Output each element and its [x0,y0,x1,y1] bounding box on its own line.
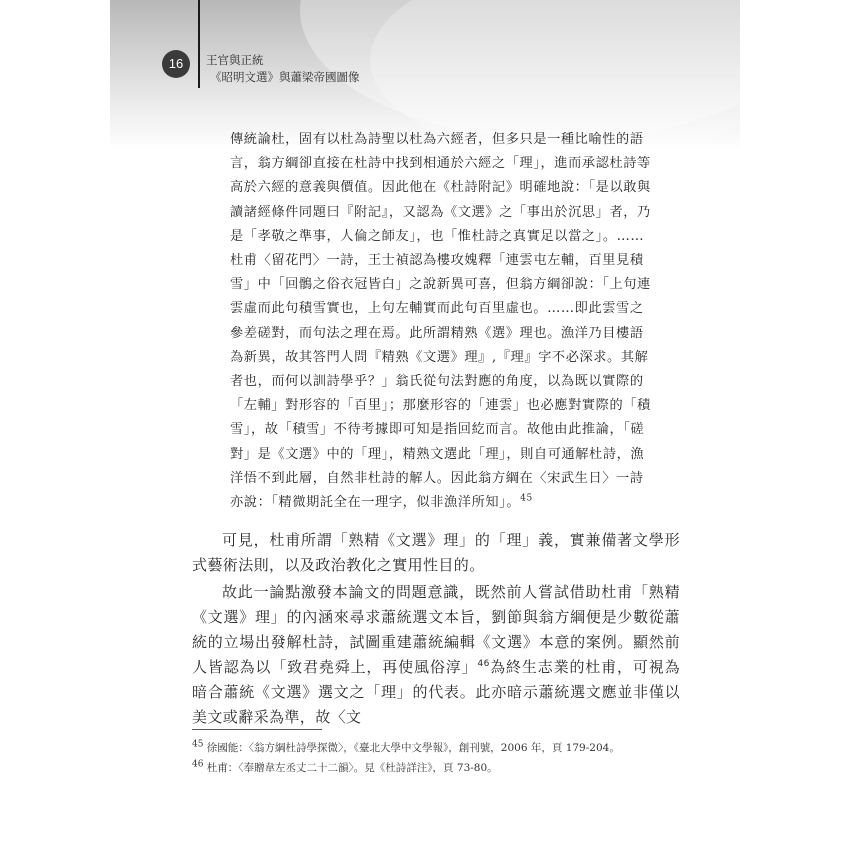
footnote-rule [192,729,322,730]
quote-line: 為新異，故其答門人問『精熟《文選》理』,『理』字不必深求。其解 [230,349,649,365]
quote-line-last [230,491,663,515]
book-page [110,0,740,850]
quote-line: 高於六經的意義與價值。因此他在《杜詩附記》明確地說：「是以敢與 [230,180,651,196]
footnotes [192,738,692,778]
quote-line: 雪」中「回鶻之俗衣冠皆白」之說新異可喜，但翁方綱卻說：「上句連 [230,277,651,293]
footnote-text: 徐國能：〈翁方綱杜詩學探微〉，《臺北大學中文學報》，創刊號，2006 年，頁 179-204。 [206,742,620,754]
footnote-number: 45 [192,739,204,750]
quote-line: 洋悟不到此層，自然非杜詩的解人。因此翁方綱在〈宋武生日〉一詩 [230,470,644,486]
block-quote [230,128,663,515]
footnote-ref-46[interactable]: 46 [477,659,490,669]
footnote-text: 杜甫：〈奉贈韋左丞丈二十二韻〉。見《杜詩詳注》，頁 73-80。 [206,762,498,774]
quote-line: 參差磋對，而句法之理在焉。此所謂精熟《選》理也。漁洋乃目樓語 [230,325,644,341]
paragraph-1: 可見，杜甫所謂「熟精《文選》理」的「理」義，實兼備著文學形式藝術法則，以及政治教化之實用性目的。 [192,531,680,574]
footnote-number: 46 [192,759,204,770]
quote-line-text: 亦說：「精微期託全在一理字，似非漁洋所知」。 [230,495,521,511]
paragraph-2-text-b: 為終生志業的杜甫，可視為暗合蕭統《文選》選文之「理」的代表。此亦暗示蕭統選文應並非僅以美文或辭采為準，故〈文 [192,658,680,726]
body-text [192,528,680,732]
quote-line: 是「孝敬之準事，人倫之師友」，也「惟杜詩之真實足以當之」。…… [230,228,645,244]
quote-line: 者也，而何以訓詩學乎？」翁氏從句法對應的角度，以為既以實際的 [230,374,644,390]
book-subtitle: 《昭明文選》與蕭梁帝國圖像 [210,70,360,84]
quote-line: 傳統論杜，固有以杜為詩聖以杜為六經者，但多只是一種比喻性的語 [230,132,644,147]
quote-line: 杜甫〈留花門〉一詩，王士禎認為樓攻媿釋「連雲屯左輔，百里見積 [230,253,644,269]
page-number: 16 [162,50,190,78]
paragraph-2-text-a: 故此一論點激發本論文的問題意識，既然前人嘗試借助杜甫「熟精《文選》理」的內涵來尋求蕭統選文本旨，劉節與翁方綱便是少數從蕭統的立場出發解杜詩，試圖重建蕭統編輯《文選》本意的案例。顯然前人皆認為以「致君堯舜上，再使風俗淳」 [192,583,680,676]
quote-line: 讀諸經條件同題曰『附記』，又認為《文選》之「事出於沉思」者，乃 [230,204,651,220]
quote-line: 言，翁方綱卻直接在杜詩中找到相通於六經之「理」，進而承認杜詩等 [230,156,651,172]
quote-line: 對」是《文選》中的「理」，精熟文選此「理」，則自可通解杜詩，漁 [230,446,645,462]
book-title: 王官與正統 [206,53,264,67]
header-divider-line [198,0,200,88]
footnote-ref-45[interactable]: 45 [520,493,533,504]
running-title [206,52,360,86]
quote-line: 雲虛而此句積雪實也，上句左輔實而此句百里虛也。……即此雲雪之 [230,301,644,317]
footnote-46 [192,758,692,778]
footnote-45 [192,738,692,758]
paragraph-2 [192,580,680,730]
quote-line: 雪」，故「積雪」不待考據即可知是指回紇而言。故他由此推論，「磋 [230,422,645,438]
quote-line: 「左輔」對形容的「百里」；那麼形容的「連雲」也必應對實際的「積 [230,398,651,414]
